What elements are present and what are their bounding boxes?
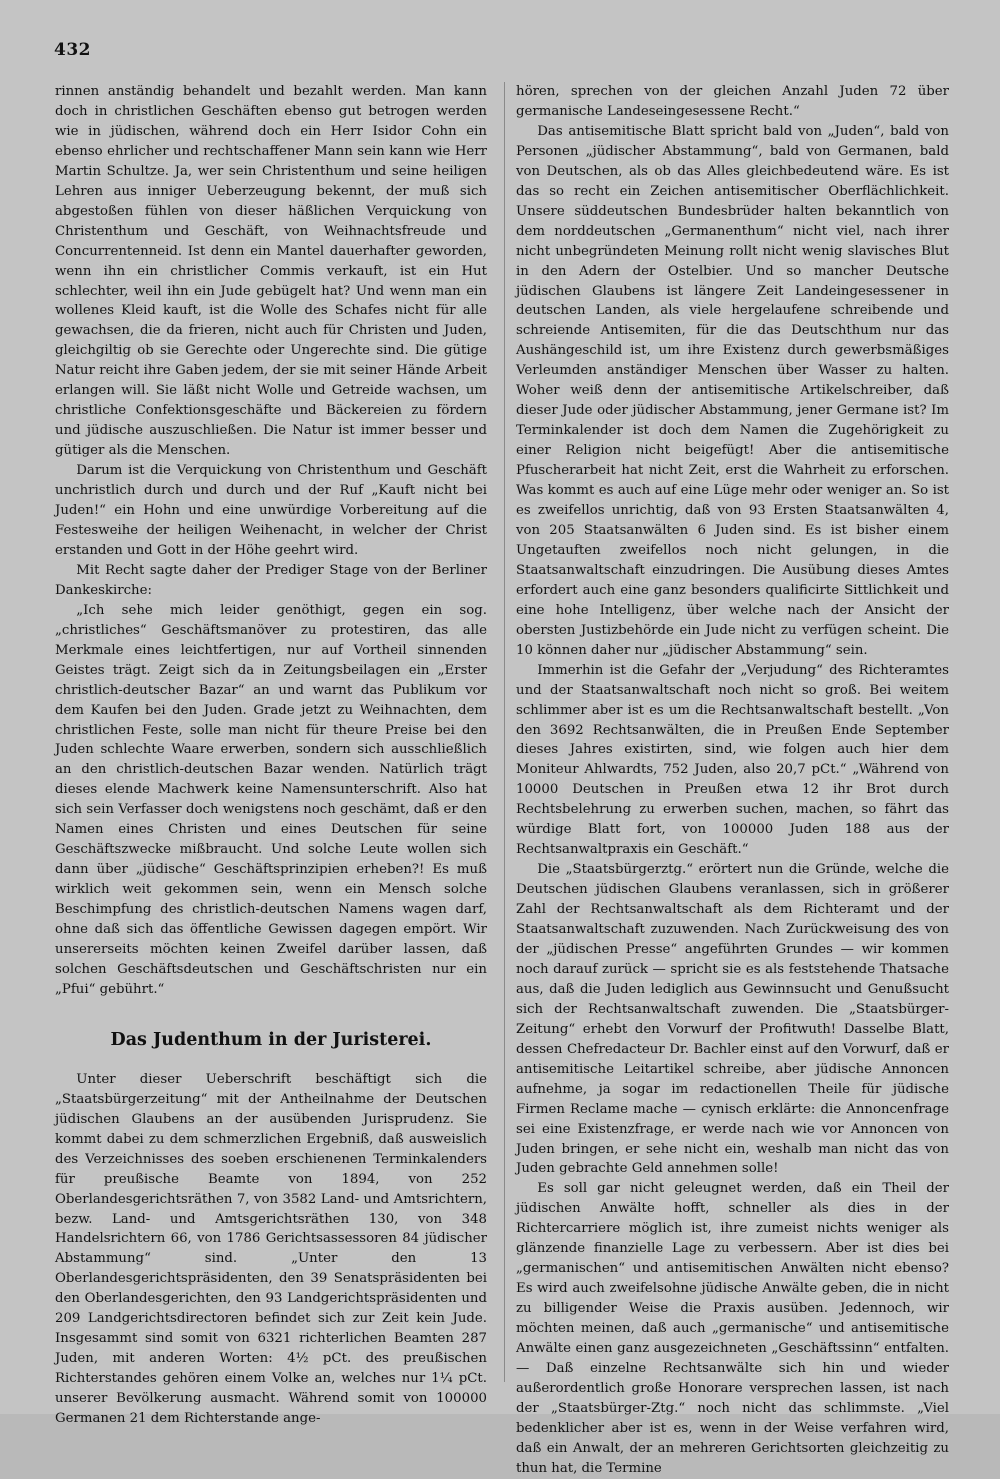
article-headline-wrap [55, 1000, 487, 1052]
paragraph-continuation: rinnen anständig behandelt und bezahlt werden. Man kann doch in christlichen Geschäften ebenso gut betrogen werden wie in jüdischen, während doch ein Herr Isidor Cohn ein ebenso ehrlicher und rechtschaffener Mann sein kann wie Herr Martin Schultze. Ja, wer sein Christenthum und seine heiligen Lehren aus inniger Ueberzeugung bekennt, der muß sich abgestoßen fühlen von dieser häßlichen Verquickung von Christenthum und Geschäft, von Weihnachtsfreude und Concurrentenneid. Ist denn ein Mantel dauerhafter geworden, wenn ihn ein christlicher Commis verkauft, ist ein Hut schlechter, weil ihn ein Jude gebügelt hat? Und wenn man ein wollenes Kleid kauft, ist die Wolle des Schafes nicht für alle gewachsen, die da frieren, nicht auch für Christen und Juden, gleichgiltig ob sie Gerechte oder Ungerechte sind. Die gütige Natur reicht ihre Gaben jedem, der sie mit seiner Hände Arbeit erlangen will. Sie läßt nicht Wolle und Getreide wachsen, um christliche Confektionsgeschäfte und Bäckereien zu fördern und jüdische auszuschließen. Die Natur ist immer besser und gütiger als die Menschen. [55, 84, 487, 459]
right-column [516, 82, 949, 1476]
paragraph-article-intro: Unter dieser Ueberschrift beschäftigt sich die „Staatsbürgerzeitung“ mit der Antheilnahme der Deutschen jüdischen Glaubens an der ausübenden Jurisprudenz. Sie kommt dabei zu dem schmerzlichen Ergebniß, daß ausweislich des Verzeichnisses des soeben erschienenen Terminkalenders für preußische Beamte von 1894, von 252 Oberlandesgerichtsräthen 7, von 3582 Land- und Amtsrichtern, bezw. Land- und Amtsgerichtsräthen 130, von 348 Handelsrichtern 66, von 1786 Gerichtsassessoren 84 jüdischer Abstammung“ sind. „Unter den 13 Oberlandesgerichtspräsidenten, den 39 Senatspräsidenten bei den Oberlandesgerichten, den 93 Landgerichtspräsidenten und 209 Landgerichtsdirectoren befindet sich zur Zeit kein Jude. Insgesammt sind somit von 6321 richterlichen Beamten 287 Juden, mit anderen Worten: 4½ pCt. des preußischen Richterstandes gehören einem Volke an, welches nur 1¼ pCt. unserer Bevölkerung ausmacht. Während somit von 100000 Germanen 21 dem Richterstande ange- [55, 1071, 487, 1427]
paragraph-continuation-right: hören, sprechen von der gleichen Anzahl Juden 72 über germanische Landeseingesessene Recht.“ [516, 84, 949, 119]
paragraph-verjudung: Immerhin ist die Gefahr der „Verjudung“ des Richteramtes und der Staatsanwaltschaft noch nicht so groß. Bei weitem schlimmer aber ist es um die Rechtsanwaltschaft bestellt. „Von den 3692 Rechtsanwälten, die in Preußen Ende September dieses Jahres existirten, sind, wie folgen auch hier dem Moniteur Ahlwardts, 752 Juden, also 20,7 pCt.“ „Während von 10000 Deutschen in Preußen etwa 12 ihr Brot durch Rechtsbelehrung zu erwerben suchen, machen, so fährt das würdige Blatt fort, von 100000 Juden 188 aus der Rechtsanwaltpraxis ein Geschäft.“ [516, 662, 949, 858]
page-number: 432 [54, 40, 91, 60]
left-column [55, 82, 487, 1427]
paragraph-prediger-intro: Mit Recht sagte daher der Prediger Stage von der Berliner Dankeskirche: [55, 562, 487, 598]
paragraph-verquickung: Darum ist die Verquickung von Christenthum und Geschäft unchristlich durch und durch und der Ruf „Kauft nicht bei Juden!“ ein Hohn und eine unwürdige Vorbereitung auf die Festesweihe der heiligen Weihenacht, in welcher der Christ erstanden und Gott in der Höhe geehrt wird. [55, 463, 487, 558]
paragraph-prediger-quote: „Ich sehe mich leider genöthigt, gegen ein sog. „christliches“ Geschäftsmanöver zu protestiren, das alle Merkmale eines leichtfertigen, nur auf Vortheil sinnenden Geistes trägt. Zeigt sich da in Zeitungsbeilagen ein „Erster christlich-deutscher Bazar“ an und warnt das Publikum vor dem Kaufen bei den Juden. Grade jetzt zu Weihnachten, dem christlichen Feste, solle man nicht für theure Preise bei den Juden schlechte Waare erwerben, sondern sich ausschließlich an den christlich-deutschen Bazar wenden. Natürlich trägt dieses elende Machwerk keine Namensunterschrift. Also hat sich sein Verfasser doch wenigstens noch geschämt, daß er den Namen eines Christen und eines Deutschen für seine Geschäftszwecke mißbraucht. Und solche Leute wollen sich dann über „jüdische“ Geschäftsprinzipien erheben?! Es muß wirklich weit gekommen sein, wenn ein Mensch solche Beschimpfung des christlich-deutschen Namens wagen darf, ohne daß sich das öffentliche Gewissen dagegen empört. Wir unsererseits möchten keinen Zweifel darüber lassen, daß solchen Geschäftsdeutschen und Geschäftschristen nur ein „Pfui“ gebührt.“ [55, 602, 487, 997]
paragraph-staatsbuergerztg: Die „Staatsbürgerztg.“ erörtert nun die Gründe, welche die Deutschen jüdischen Glaubens veranlassen, sich in größerer Zahl der Rechtsanwaltschaft als dem Richteramt und der Staatsanwaltschaft zuzuwenden. Nach Zurückweisung des von der „jüdischen Presse“ angeführten Grundes — wir kommen noch darauf zurück — spricht sie es als feststehende Thatsache aus, daß die Juden lediglich aus Gewinnsucht und Genußsucht sich der Rechtsanwaltschaft zuwenden. Die „Staatsbürger-Zeitung“ erhebt den Vorwurf der Profitwuth! Dasselbe Blatt, dessen Chefredacteur Dr. Bachler einst auf den Vorwurf, daß er antisemitische Leitartikel schreibe, aber jüdische Annoncen aufnehme, ja sogar im redactionellen Theile für jüdische Firmen Reclame mache — cynisch erklärte: die Annoncenfrage sei eine Existenzfrage, er werde nach wie vor Annoncen von Juden bringen, er sehe nicht ein, weshalb man nicht das von Juden gebrachte Geld annehmen solle! [516, 862, 949, 1177]
paragraph-antisemitic-blatt: Das antisemitische Blatt spricht bald von „Juden“, bald von Personen „jüdischer Abstammung“, bald von Germanen, bald von Deutschen, als ob das Alles gleichbedeutend wäre. Es ist das so recht ein Zeichen antisemitischer Oberflächlichkeit. Unsere süddeutschen Bundesbrüder halten bekanntlich von dem norddeutschen „Germanenthum“ nicht viel, nach ihrer nicht unbegründeten Meinung rollt nicht wenig slavisches Blut in den Adern der Ostelbier. Und so mancher Deutsche jüdischen Glaubens ist längere Zeit Landeingesessener in deutschen Landen, als viele hergelaufene schreibende und schreiende Antisemiten, für die das Deutschthum nur das Aushängeschild ist, um ihre Existenz durch gewerbsmäßiges Verleumden anständiger Menschen über Wasser zu halten. Woher weiß denn der antisemitische Artikelschreiber, daß dieser Jude oder jüdischer Abstammung, jener Germane ist? Im Terminkalender ist doch dem Namen die Zugehörigkeit zu einer Religion nicht beigefügt! Aber die antisemitische Pfuscherarbeit hat nicht Zeit, erst die Wahrheit zu erforschen. Was kommt es auch auf eine Lüge mehr oder weniger an. So ist es zweifellos unrichtig, daß von 93 Ersten Staatsanwälten 4, von 205 Staatsanwälten 6 Juden sind. Es ist bisher einem Ungetauften zweifellos noch nicht gelungen, in die Staatsanwaltschaft einzudringen. Die Ausübung dieses Amtes erfordert auch eine ganz besonders qualificirte Sittlichkeit und eine hohe Intelligenz, über welche nach der Ansicht der obersten Justizbehörde ein Jude nicht zu verfügen scheint. Die 10 können daher nur „jüdischer Abstammung“ sein. [516, 123, 949, 658]
paragraph-juedische-anwaelte: Es soll gar nicht geleugnet werden, daß ein Theil der jüdischen Anwälte hofft, schneller als dies in der Richtercarriere möglich ist, ihre zumeist nichts weniger als glänzende finanzielle Lage zu verbessern. Aber ist dies bei „germanischen“ und antisemitischen Anwälten nicht ebenso? Es wird auch zweifelsohne jüdische Anwälte geben, die in nicht zu billigender Weise die Praxis ausüben. Jedennoch, wir möchten meinen, daß auch „germanische“ und antisemitische Anwälte einen ganz ausgezeichneten „Geschäftssinn“ entfalten. — Daß einzelne Rechtsanwälte sich hin und wieder außerordentlich große Honorare versprechen lassen, ist nach der „Staatsbürger-Ztg.“ noch nicht das schlimmste. „Viel bedenklicher aber ist es, wenn in der Weise verfahren wird, daß ein Anwalt, der an mehreren Gerichtsorten gleichzeitig zu thun hat, die Termine [516, 1181, 949, 1476]
column-divider [504, 82, 505, 1382]
article-headline: Das Judenthum in der Juristerei. [110, 1029, 432, 1050]
